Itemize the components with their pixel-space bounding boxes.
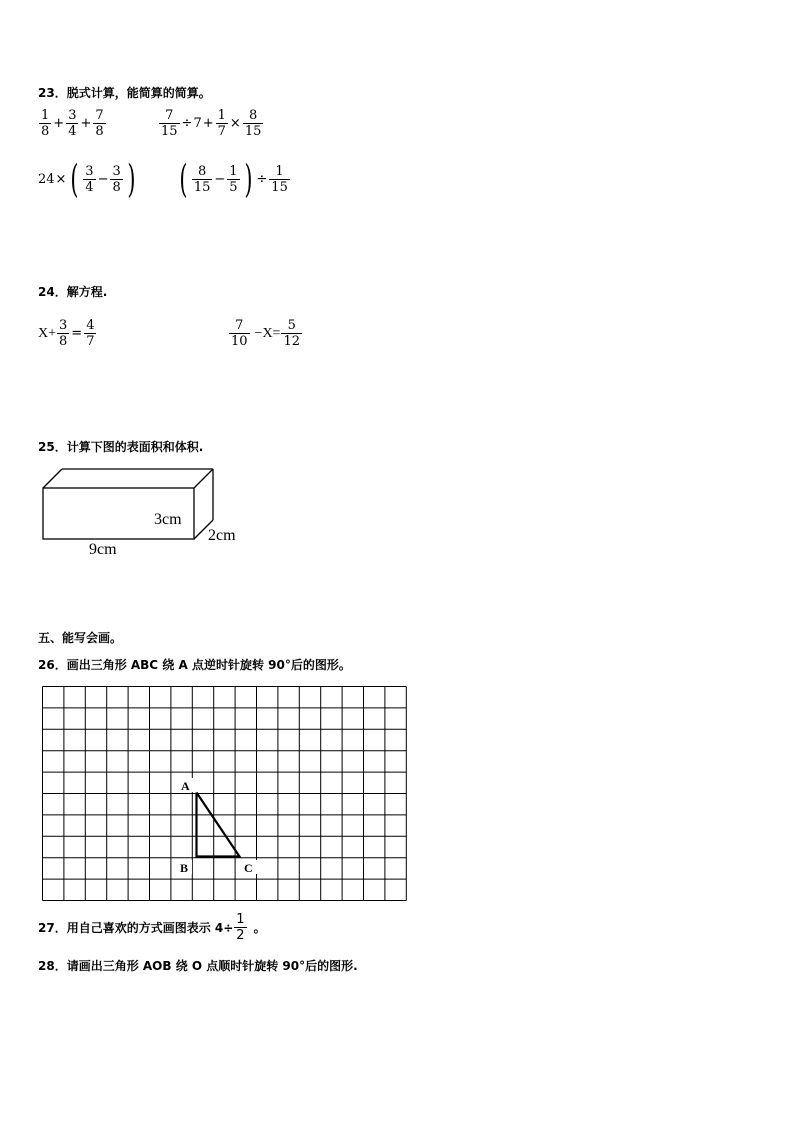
right-paren: )	[243, 157, 253, 201]
q23-expression-1: 1 8 + $\frac{3}{4}$ + $\frac{7}{8}$	[41, 108, 104, 139]
fraction: 3 4	[85, 163, 94, 195]
fraction: $\frac{7}{8}$	[95, 108, 104, 139]
fraction: $\frac{3}{8}$	[112, 163, 121, 195]
left-paren: (	[179, 157, 188, 201]
fraction: $\frac{1}{5}$	[229, 163, 238, 195]
q23-title: 23．脱式计算，能简算的简算。	[38, 86, 211, 100]
fraction: $\frac{1}{2}$	[236, 912, 245, 943]
q28-title: 28．请画出三角形 AOB 绕 O 点顺时针旋转 90°后的图形.	[38, 959, 358, 973]
cuboid-figure	[30, 462, 260, 562]
q27-title: 27．用自己喜欢的方式画图表示 4÷ $\frac{1}{2}$ 。	[38, 912, 266, 943]
q26-title: 26．画出三角形 ABC 绕 A 点逆时针旋转 90°后的图形。	[38, 658, 351, 672]
q23-expression-2: $\frac{7}{15}$ ÷ 7 + $\frac{1}{7}$ × $\frac{8}{15}$	[161, 108, 262, 139]
fraction: $\frac{3}{8}$	[59, 318, 68, 349]
fraction: 7 10	[231, 318, 248, 349]
fraction: $\frac{3}{4}$	[68, 108, 77, 139]
square-grid	[40, 685, 420, 903]
right-paren: )	[127, 157, 136, 201]
q24-equation-2: 7 10 −X= $\frac{5}{12}$	[231, 318, 300, 349]
left-paren: (	[70, 157, 79, 201]
fraction: $\frac{7}{15}$	[161, 108, 178, 139]
point-a-label: A	[181, 779, 190, 793]
point-b-label: B	[180, 861, 189, 875]
height-label: 3cm	[154, 511, 182, 528]
fraction: 8 15	[193, 163, 211, 195]
fraction: $\frac{4}{7}$	[86, 318, 95, 349]
fraction: $\frac{1}{15}$	[271, 163, 288, 195]
fraction: $\frac{5}{12}$	[283, 318, 300, 349]
q24-title: 24．解方程.	[38, 285, 108, 299]
fraction: $\frac{8}{15}$	[244, 108, 262, 139]
cuboid-outline	[43, 469, 213, 539]
fraction: $\frac{1}{7}$	[217, 108, 226, 139]
section-5-title: 五、能写会画。	[38, 631, 123, 645]
q23-expression-3: 24 × ( 3 4 − $\frac{3}{8}$ )	[38, 157, 136, 201]
q23-expression-4: ( 8 15 − $\frac{1}{5}$ ) ÷ $\frac{1}{15}$	[179, 157, 288, 201]
depth-label: 2cm	[208, 527, 236, 544]
triangle-abc	[197, 793, 240, 857]
q24-equation-1: X+ $\frac{3}{8}$ = $\frac{4}{7}$	[38, 318, 95, 349]
fraction: 1 8	[41, 108, 50, 139]
q25-title: 25．计算下图的表面积和体积.	[38, 440, 204, 454]
point-c-label: C	[244, 861, 253, 875]
length-label: 9cm	[89, 541, 117, 558]
